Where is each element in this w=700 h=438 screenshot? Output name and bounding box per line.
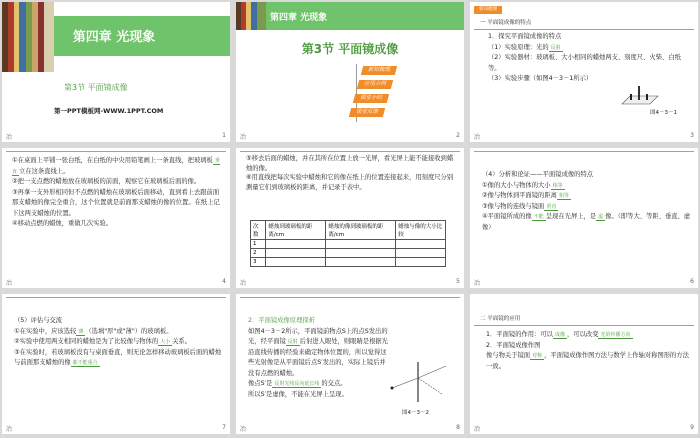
text-line: ③在实验时，若玻璃板没有与桌面垂直，则无论怎样移动玻璃板后面的蜡烛与前面那支蜡烛的像 都不能重合 — [14, 348, 222, 366]
slide-footer: 冶 8 — [240, 424, 460, 433]
mirror-ray-figure — [386, 358, 450, 406]
slide-footer: 冶 7 — [6, 424, 226, 433]
answer-blank: 垂直 — [12, 158, 220, 175]
text-line: ①在桌面上平铺一张白纸，在白纸的中央用铅笔画上一条直线，把玻璃板 垂直 立在这条直线上。 — [12, 157, 220, 175]
slide-9-thumbnail[interactable] — [470, 294, 698, 434]
chapter-title: 第四章 光现象 — [270, 13, 328, 23]
table-header: 蜡烛与像的大小比较 — [396, 221, 446, 240]
text-line: 所以S′是虚像，不能在光屏上呈现。 — [248, 390, 348, 398]
page-number: 8 — [456, 424, 460, 431]
table-row: 1 — [251, 240, 446, 249]
text-line: （2）实验器材：玻璃板、大小相同的蜡烛两支、刻度尺、火柴、白纸等。 — [488, 54, 681, 72]
text-line: （4）分析和论证——平面镜成像的特点 — [482, 171, 594, 178]
slide-1-thumbnail[interactable] — [2, 2, 230, 142]
text-line: 像点S′是 反射光线反向延长线 的交点。 — [248, 380, 347, 387]
tag-summary[interactable]: 课堂小结 — [353, 94, 389, 103]
answer-blank: 大小 — [160, 339, 171, 345]
table-header: 蜡烛的像到玻璃板的距离/cm — [326, 221, 396, 240]
page-number: 1 — [222, 132, 226, 139]
section-heading: 一 平面镜成像的特点 — [480, 20, 532, 26]
page-number: 7 — [222, 424, 226, 431]
page-number: 9 — [690, 424, 694, 431]
tag-examples[interactable]: 应用示例 — [357, 80, 393, 89]
text-line: ⑥用直线把每次实验中蜡烛和它的像在纸上的位置连接起来，用刻度尺分别测量它们到玻璃板的距离，并记录于表中。 — [246, 174, 454, 191]
text-line: （3）实验步骤（如图4－3－1所示） — [488, 75, 593, 82]
page-number: 5 — [456, 278, 460, 285]
slide-2-thumbnail[interactable] — [236, 2, 464, 142]
table-header: 次数 — [251, 221, 266, 240]
divider — [474, 151, 694, 152]
slide-footer: 冶 2 — [240, 132, 460, 141]
page-number: 6 — [690, 278, 694, 285]
slide-4-thumbnail[interactable] — [2, 148, 230, 288]
text-line: ③再拿一支外形相同但不点燃的蜡烛在玻璃板后面移动，直到看上去跟前面那支蜡烛的像完全重合，这个位置就是前面那支蜡烛的像的位置。在纸上记下这两支蜡烛的位置。 — [12, 188, 220, 217]
text-line: 如图4－3－2所示，平面镜前物点S上的点S发出的光，经平面镜 反射 后射进人眼处，则眼睛是根据光沿直线传播的经验来确定物体位置的，所以觉得这些光射像是从平面镜后点S′发出的，实际上镜后并没有点燃的蜡烛。 — [248, 327, 388, 377]
slide-footer: 冶 3 — [474, 132, 694, 141]
text-line: 像与物关于镜面 对称 ，平面镜成像作图方法与数学上作轴对称图形的方法一致。 — [486, 352, 689, 370]
slide-3-thumbnail[interactable] — [470, 2, 698, 142]
text-line: ①像的大小与物体的大小 相等 — [482, 181, 563, 189]
answer-blank: 都不能重合 — [72, 360, 98, 366]
divider — [6, 297, 226, 298]
text-line: 1．平面镜的作用：可以 成像 ，可以改变 光的传播方向 — [486, 331, 631, 338]
text-line: ⑤移去后面的蜡烛，并在其所在位置上放一光屏，看光屏上能不能接收到蜡烛的像。 — [246, 155, 454, 172]
page-number: 3 — [690, 132, 694, 139]
text-line: ②实验中使用两支相同的蜡烛是为了比较像与物体的 大小 关系。 — [14, 338, 192, 345]
figure-caption: 图4－3－2 — [402, 410, 429, 416]
tag-feedback[interactable]: 课堂反馈 — [349, 108, 385, 117]
page-number: 2 — [456, 132, 460, 139]
text-line: ②把一支点燃的蜡烛放在玻璃板的前面，观察它在玻璃板后面的像。 — [12, 178, 201, 185]
answer-blank: 不能 — [533, 214, 544, 220]
page-number: 4 — [222, 278, 226, 285]
answer-blank: 相等 — [558, 193, 569, 199]
answer-blank: 薄 — [78, 328, 84, 335]
text-line: 2．平面镜成像原理探析 — [248, 317, 315, 324]
slide-footer: 冶 6 — [474, 278, 694, 287]
text-line: 1．探究平面镜成像的特点 — [488, 33, 562, 40]
section-heading: 二 平面镜的应用 — [480, 316, 521, 322]
bookshelf-image — [2, 2, 54, 72]
divider — [240, 297, 460, 298]
answer-blank: 相等 — [552, 182, 563, 189]
figure-caption: 图4－3－1 — [650, 110, 677, 116]
slide-footer: 冶 1 — [6, 132, 226, 141]
section-tag: 新知梳理 — [474, 6, 502, 14]
text-line: （1）实验原理：光的 反射 — [488, 43, 561, 51]
tag-new-knowledge[interactable]: 新知梳理 — [361, 66, 397, 75]
slide-footer: 冶 5 — [240, 278, 460, 287]
table-header: 蜡烛到玻璃板的距离/cm — [266, 221, 326, 240]
text-line: ④平面镜所成的像 不能 呈现在光屏上，是 虚 像。（即等大、等距、垂直、虚像） — [482, 213, 691, 231]
chapter-title: 第四章 光现象 — [72, 30, 156, 45]
site-credit: 第一PPT模板网-WWW.1PPT.COM — [54, 107, 164, 115]
text-line: 2．平面镜成像作图 — [486, 341, 541, 349]
slide-8-thumbnail[interactable] — [236, 294, 464, 434]
text-line: ②像与物体到平面镜的距离 相等 — [482, 192, 569, 199]
bookshelf-image — [236, 2, 266, 30]
divider — [240, 151, 460, 152]
divider — [474, 325, 694, 326]
slide-footer: 冶 4 — [6, 278, 226, 287]
slide-7-thumbnail[interactable] — [2, 294, 230, 434]
slide-5-thumbnail[interactable] — [236, 148, 464, 288]
answer-blank: 垂直 — [546, 203, 557, 210]
answer-blank: 反射 — [550, 44, 561, 51]
answer-blank: 对称 — [532, 353, 543, 359]
divider — [474, 29, 694, 30]
text-line: ①在实验中，应该选较 薄 （选填"厚"或"薄"）的玻璃板。 — [14, 327, 173, 335]
answer-blank: 成像 — [554, 332, 565, 338]
section-title: 第3节 平面镜成像 — [64, 83, 128, 92]
slide-title: 第3节 平面镜成像 — [301, 42, 399, 56]
answer-blank: 反射 — [287, 339, 298, 345]
slide-6-thumbnail[interactable] — [470, 148, 698, 288]
table-row: 3 — [251, 258, 446, 267]
data-table — [250, 220, 446, 267]
text-line: ③像与物的连线与镜面 垂直 — [482, 202, 557, 210]
divider — [6, 151, 226, 152]
answer-blank: 虚 — [598, 214, 604, 220]
answer-blank: 反射光线反向延长线 — [274, 381, 320, 387]
table-row: 2 — [251, 249, 446, 258]
slide-footer: 冶 9 — [474, 424, 694, 433]
experiment-figure — [620, 82, 660, 110]
text-line: （5）评估与交流 — [14, 317, 63, 324]
answer-blank: 光的传播方向 — [600, 332, 631, 338]
text-line: ④移动点燃的蜡烛，重做几次实验。 — [12, 220, 113, 227]
